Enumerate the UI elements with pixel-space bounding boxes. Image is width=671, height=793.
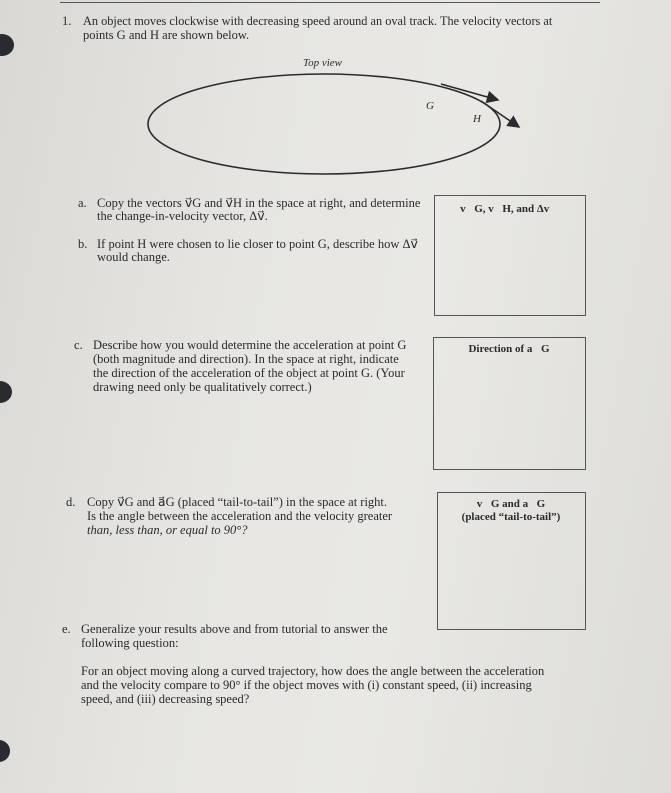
part-c-line3: the direction of the acceleration of the object at point G. (Your bbox=[93, 366, 405, 380]
question-number: 1. bbox=[62, 14, 72, 28]
part-a-line1: Copy the vectors v⃗G and v⃗H in the space at right, and determine bbox=[97, 196, 421, 210]
answer-box-d-label-line2: (placed “tail-to-tail”) bbox=[461, 511, 561, 523]
point-g-label: G bbox=[426, 100, 434, 112]
question-intro-line2: points G and H are shown below. bbox=[83, 28, 250, 42]
answer-box-d-label-line1: v⃗G and a⃗G bbox=[476, 498, 546, 510]
part-c-line4: drawing need only be qualitatively correct.) bbox=[93, 380, 312, 394]
answer-box-c-label: Direction of a⃗G bbox=[468, 343, 550, 355]
velocity-vector-g bbox=[441, 84, 498, 100]
part-a-letter: a. bbox=[78, 196, 87, 210]
part-d-letter: d. bbox=[66, 495, 76, 509]
diagram-caption: Top view bbox=[303, 57, 343, 69]
answer-box-c[interactable] bbox=[433, 337, 586, 470]
question-intro-line1: An object moves clockwise with decreasing speed around an oval track. The velocity vectors at bbox=[83, 14, 553, 28]
part-e-question-line2: and the velocity compare to 90° if the object moves with (i) constant speed, (ii) increasing bbox=[81, 678, 532, 692]
part-d-line1: Copy v⃗G and a⃗G (placed “tail-to-tail”) in the space at right. bbox=[87, 495, 388, 509]
part-a-line2: the change-in-velocity vector, Δv⃗. bbox=[97, 209, 268, 223]
part-c-line1: Describe how you would determine the acceleration at point G bbox=[93, 338, 407, 352]
part-e-line1: Generalize your results above and from tutorial to answer the bbox=[81, 622, 388, 636]
part-e-line2: following question: bbox=[81, 636, 179, 650]
answer-box-a-label: v⃗G, v⃗H, and Δv⃗ bbox=[460, 203, 558, 215]
part-b-line2: would change. bbox=[97, 250, 170, 264]
part-c-letter: c. bbox=[74, 338, 83, 352]
part-d-line3: than, less than, or equal to 90°? bbox=[87, 523, 248, 537]
part-e-letter: e. bbox=[62, 622, 71, 636]
part-d-line2: Is the angle between the acceleration and the velocity greater bbox=[87, 509, 393, 523]
point-h-label: H bbox=[473, 113, 481, 125]
part-e-question-line1: For an object moving along a curved trajectory, how does the angle between the acceleration bbox=[81, 664, 545, 678]
part-b-letter: b. bbox=[78, 237, 88, 251]
part-e-question-line3: speed, and (iii) decreasing speed? bbox=[81, 692, 250, 706]
part-b-line1: If point H were chosen to lie closer to point G, describe how Δv⃗ bbox=[97, 237, 418, 251]
part-c-line2: (both magnitude and direction). In the space at right, indicate bbox=[93, 352, 399, 366]
oval-track bbox=[148, 74, 500, 174]
